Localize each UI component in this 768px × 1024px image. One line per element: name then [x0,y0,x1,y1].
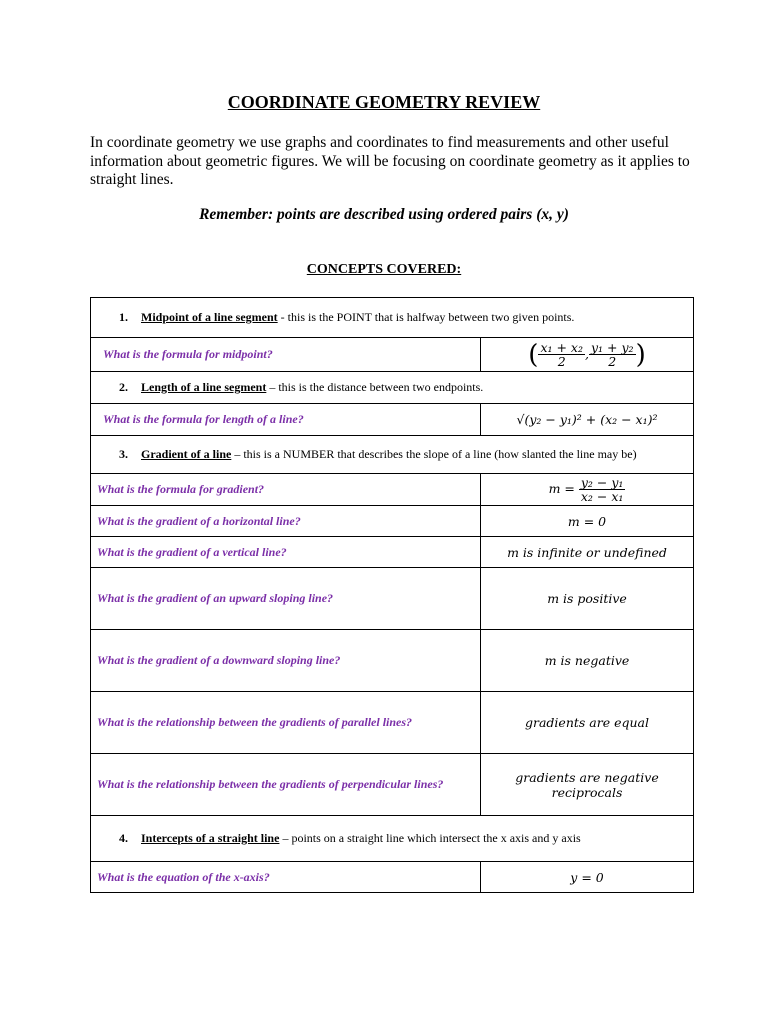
denominator: x₂ − x₁ [580,489,624,504]
table-row [91,692,694,754]
comma: , [585,346,589,361]
question-upward: What is the gradient of an upward sloping line? [91,568,481,630]
answer-length: √(y₂ − y₁)² + (x₂ − x₁)² [481,404,694,436]
table-row [91,474,694,506]
question-vertical: What is the gradient of a vertical line? [91,537,481,568]
section-heading: Intercepts of a straight line [141,831,280,845]
table-row [91,630,694,692]
answer-upward: m is positive [481,568,694,630]
section-length [91,372,694,404]
section-number: 2. [119,380,128,394]
fraction-x [538,341,585,368]
table-row [91,537,694,568]
section-midpoint [91,298,694,338]
question-length: What is the formula for length of a line? [91,404,481,436]
question-downward: What is the gradient of a downward sloping line? [91,630,481,692]
section-row-length [91,372,694,404]
numerator: y₂ − y₁ [580,475,624,490]
section-number: 1. [119,310,128,324]
section-row-midpoint [91,298,694,338]
section-description: – this is a NUMBER that describes the slope of a line (how slanted the line may be) [231,447,637,461]
answer-gradient-formula [481,474,694,506]
table-row [91,862,694,893]
answer-parallel: gradients are equal [481,692,694,754]
section-number: 3. [119,447,128,461]
table-row [91,754,694,816]
section-description: - this is the POINT that is halfway between two given points. [277,310,575,324]
answer-perpendicular: gradients are negative reciprocals [481,754,694,816]
gradient-fraction [579,476,626,503]
gradient-lhs: m = [548,481,575,496]
fraction-y [589,341,636,368]
question-perpendicular: What is the relationship between the gradients of perpendicular lines? [91,754,481,816]
section-row-gradient [91,436,694,474]
answer-x-axis: y = 0 [481,862,694,893]
intro-paragraph: In coordinate geometry we use graphs and coordinates to find measurements and other useful information about geometric figures. We will be focusing on coordinate geometry as it applies to straight lines. [90,134,690,188]
section-description: – this is the distance between two endpoints. [266,380,484,394]
question-midpoint: What is the formula for midpoint? [91,338,481,372]
concepts-heading: CONCEPTS COVERED: [306,262,462,277]
question-parallel: What is the relationship between the gradients of parallel lines? [91,692,481,754]
denominator: 2 [557,354,566,369]
page-title: COORDINATE GEOMETRY REVIEW [227,92,541,112]
question-x-axis: What is the equation of the x-axis? [91,862,481,893]
section-row-intercepts [91,816,694,862]
table-row [91,506,694,537]
section-heading: Gradient of a line [141,447,232,461]
section-number: 4. [119,831,128,845]
section-heading: Length of a line segment [141,380,267,394]
section-description: – points on a straight line which intersect the x axis and y axis [279,831,581,845]
numerator: y₁ + y₂ [590,340,634,355]
table-row [91,568,694,630]
answer-downward: m is negative [481,630,694,692]
section-heading: Midpoint of a line segment [141,310,278,324]
left-paren: ( [528,339,539,370]
section-gradient [91,436,694,474]
remember-note: Remember: points are described using ordered pairs (x, y) [199,206,569,223]
table-row [91,404,694,436]
answer-midpoint [481,338,694,372]
answer-horizontal: m = 0 [481,506,694,537]
denominator: 2 [608,354,617,369]
right-paren: ) [635,339,646,370]
table-row [91,338,694,372]
concepts-table [90,297,694,893]
answer-vertical: m is infinite or undefined [481,537,694,568]
section-intercepts [91,816,694,862]
question-gradient-formula: What is the formula for gradient? [91,474,481,506]
question-horizontal: What is the gradient of a horizontal line? [91,506,481,537]
numerator: x₁ + x₂ [540,340,583,355]
